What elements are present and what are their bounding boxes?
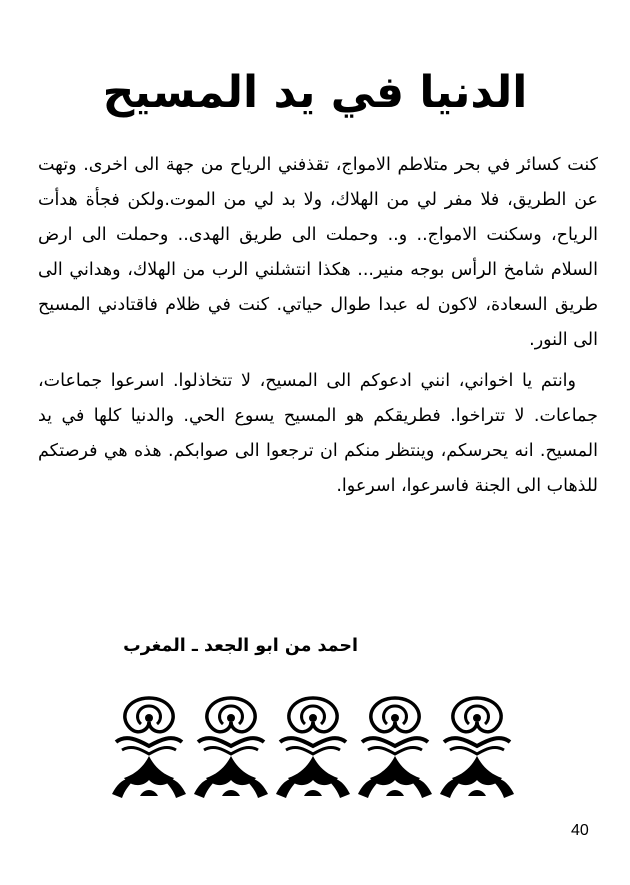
author-signature: احمد من ابو الجعد ـ المغرب xyxy=(123,636,358,656)
page-number: 40 xyxy=(571,822,589,839)
paragraph-2: وانتم يا اخواني، انني ادعوكم الى المسيح، لا تتخاذلوا. اسرعوا جماعات، جماعات. لا تتراخوا. فطريقكم هو المسيح يسوع الحي. والدنيا كلها في يد المسيح. انه يحرسكم، وينتظر منكم ان ترجعوا الى صوابكم. هذه هي فرصتكم للذهاب الى الجنة فاسرعوا، اسرعوا. xyxy=(38,371,598,496)
article-body xyxy=(38,148,598,504)
arabesque-ornament-icon xyxy=(108,690,518,800)
paragraph-1: كنت كسائر في بحر متلاطم الامواج، تقذفني الرياح من جهة الى اخرى. وتهت عن الطريق، فلا مفر لي من الهلاك، ولا بد لي من الموت.ولكن فجأة هدأت الرياح، وسكنت الامواج.. و.. وحملت الى طريق الهدى.. وحملت الى ارض السلام شامخ الرأس بوجه منير... هكذا انتشلني الرب من الهلاك، وهداني الى طريق السعادة، لاكون له عبدا طوال حياتي. كنت في ظلام فاقتادني المسيح الى النور. xyxy=(38,155,598,350)
page-title: الدنيا في يد المسيح xyxy=(102,67,528,119)
